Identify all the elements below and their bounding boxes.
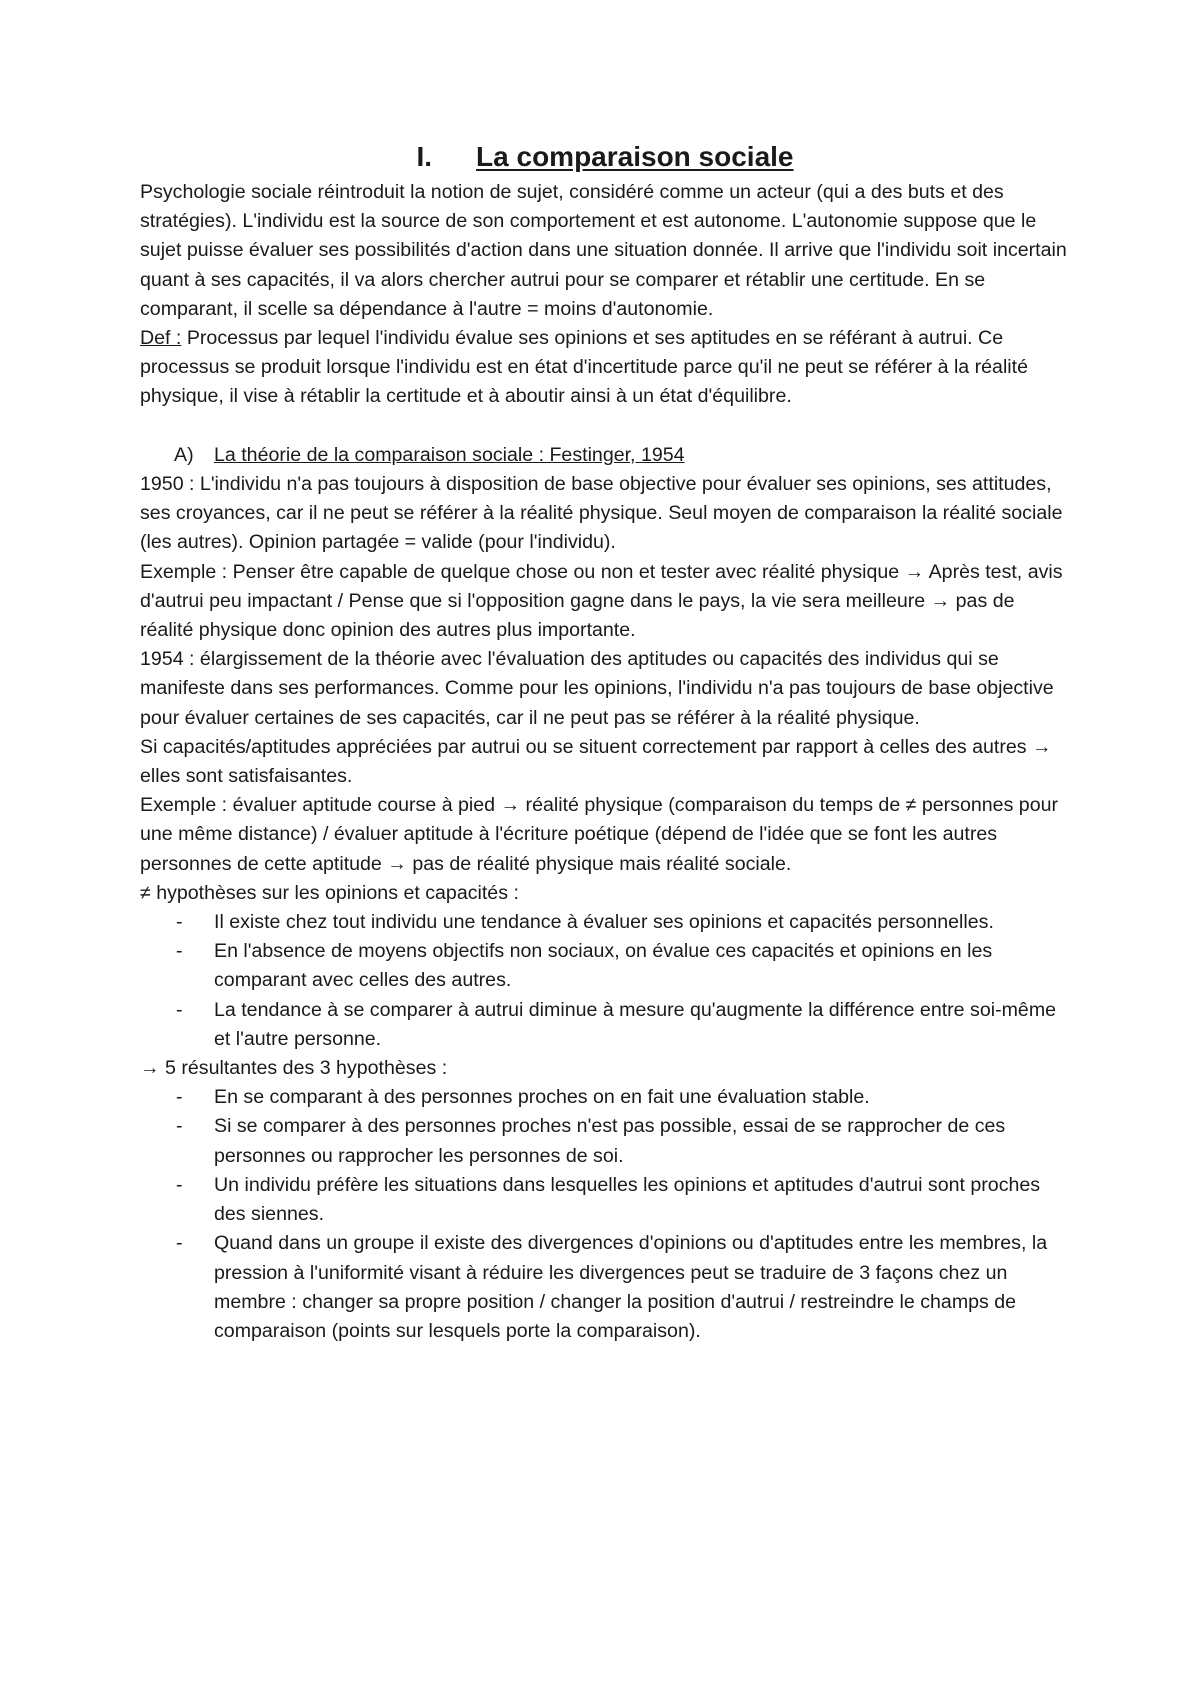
list-item — [140, 1171, 1070, 1229]
list-item-text: Si se comparer à des personnes proches n'est pas possible, essai de se rapprocher de ces personnes ou rapprocher les personnes de soi. — [214, 1115, 1006, 1167]
definition-text: Processus par lequel l'individu évalue ses opinions et ses aptitudes en se référant à autrui. Ce processus se produit lorsque l'individu est en état d'incertitude parce qu'il ne peut se référer à la réalité physique, il vise à rétablir la certitude et à aboutir ainsi à un état d'équilibre. — [140, 327, 1029, 408]
list-item-text: Quand dans un groupe il existe des divergences d'opinions ou d'aptitudes entre les membres, la pression à l'uniformité visant à réduire les divergences peut se traduire de 3 façons chez un membre : changer sa propre position / changer la position d'autrui / restreindre le champs de comparaison (points sur lesquels porte la comparaison). — [214, 1232, 1048, 1342]
dash-bullet: - — [176, 1115, 183, 1138]
resultantes-list — [140, 1083, 1070, 1346]
subsection-heading — [140, 441, 1070, 470]
dash-bullet: - — [176, 1173, 183, 1196]
list-item-text: Un individu préfère les situations dans lesquelles les opinions et aptitudes d'autrui sont proches des siennes. — [214, 1173, 1041, 1226]
subsection-letter: A) — [174, 443, 194, 466]
example-1: Exemple : Penser être capable de quelque chose ou non et tester avec réalité physique → Après test, avis d'autrui peu impactant / Pense que si l'opposition gagne dans le pays, la vie sera meilleure → pas de réalité physique donc opinion des autres plus importante. — [140, 560, 1063, 642]
paragraph-1950: 1950 : L'individu n'a pas toujours à disposition de base objective pour évaluer ses opinions, ses attitudes, ses croyances, car il ne peut se référer à la réalité physique. Seul moyen de comparaison la réalité sociale (les autres). Opinion partagée = valide (pour l'individu). — [140, 473, 1063, 554]
list-item-text: La tendance à se comparer à autrui diminue à mesure qu'augmente la différence entre soi-même et l'autre personne. — [214, 998, 1057, 1050]
dash-bullet: - — [176, 1086, 183, 1109]
list-item — [140, 908, 1070, 937]
hypotheses-intro: ≠ hypothèses sur les opinions et capacités : — [140, 881, 519, 904]
dash-bullet: - — [176, 998, 183, 1021]
list-item — [140, 1229, 1070, 1346]
section-title — [140, 140, 1070, 174]
paragraph-1954: 1954 : élargissement de la théorie avec l'évaluation des aptitudes ou capacités des individus qui se manifeste dans ses performances. Comme pour les opinions, l'individu n'a pas toujours de base objective pour évaluer certaines de ses capacités, car il ne peut pas se référer à la réalité physique. — [140, 648, 1054, 729]
list-item — [140, 996, 1070, 1054]
list-item — [140, 1112, 1070, 1170]
example-2: Exemple : évaluer aptitude course à pied → réalité physique (comparaison du temps de ≠ personnes pour une même distance) / évaluer aptitude à l'écriture poétique (dépend de l'idée que se font les autres personnes de cette aptitude → pas de réalité physique mais réalité sociale. — [140, 794, 1059, 875]
definition-paragraph — [140, 324, 1070, 412]
definition-label: Def : — [140, 327, 182, 350]
list-item — [140, 1083, 1070, 1112]
list-item — [140, 937, 1070, 995]
subsection-title: La théorie de la comparaison sociale : Festinger, 1954 — [214, 443, 685, 466]
dash-bullet: - — [176, 911, 183, 934]
list-item-text: En l'absence de moyens objectifs non sociaux, on évalue ces capacités et opinions en les comparant avec celles des autres. — [214, 940, 993, 992]
list-item-text: Il existe chez tout individu une tendance à évaluer ses opinions et capacités personnelles. — [214, 911, 994, 934]
dash-bullet: - — [176, 1232, 183, 1255]
section-title-text: La comparaison sociale — [476, 141, 794, 172]
paragraph-capacites: Si capacités/aptitudes appréciées par autrui ou se situent correctement par rapport à celles des autres → elles sont satisfaisantes. — [140, 735, 1052, 788]
dash-bullet: - — [176, 940, 183, 963]
intro-paragraph: Psychologie sociale réintroduit la notion de sujet, considéré comme un acteur (qui a des buts et des stratégies). L'individu est la source de son comportement et est autonome. L'autonomie suppose que le sujet puisse évaluer ses possibilités d'action dans une situation donnée. Il arrive que l'individu soit incertain quant à ses capacités, il va alors chercher autrui pour se comparer et rétablir une certitude. En se comparant, il scelle sa dépendance à l'autre = moins d'autonomie. — [140, 181, 1067, 320]
blank-line — [140, 412, 1070, 441]
resultantes-intro: → 5 résultantes des 3 hypothèses : — [140, 1057, 448, 1080]
list-item-text: En se comparant à des personnes proches on en fait une évaluation stable. — [214, 1086, 870, 1109]
document-body — [140, 140, 1070, 1346]
section-number: I. — [416, 141, 433, 172]
hypotheses-list — [140, 908, 1070, 1054]
